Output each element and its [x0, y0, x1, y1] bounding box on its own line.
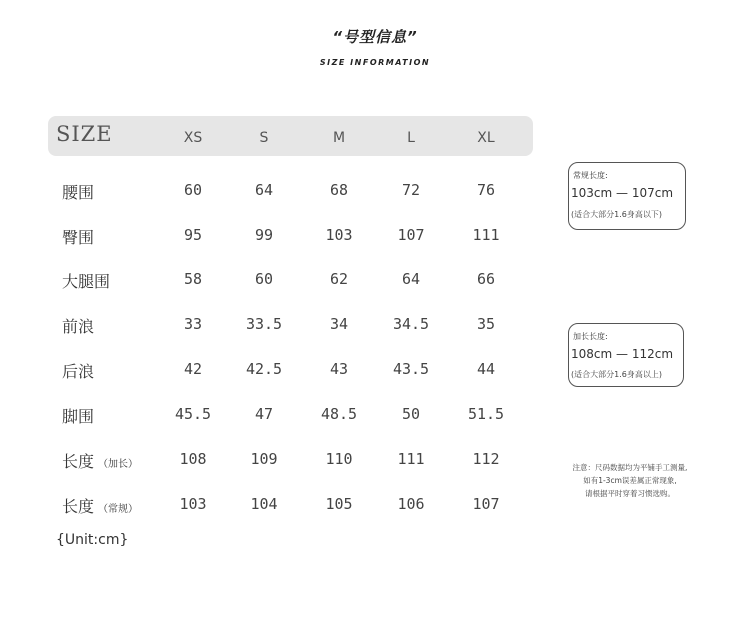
table-cell: 44: [476, 360, 496, 378]
table-cell: 48.5: [320, 405, 358, 423]
row-label: [62, 180, 94, 203]
table-cell: 95: [183, 226, 203, 244]
table-cell: 112: [472, 450, 500, 468]
regular-length-box: [568, 162, 686, 230]
table-cell: 111: [397, 450, 425, 468]
table-cell: 47: [254, 405, 274, 423]
row-label: [62, 449, 138, 472]
table-cell: 110: [325, 450, 353, 468]
size-corner-label: SIZE: [56, 122, 113, 146]
table-cell: 107: [472, 495, 500, 513]
table-cell: 58: [183, 270, 203, 288]
table-cell: 111: [472, 226, 500, 244]
row-label-text: 脚围: [62, 407, 95, 426]
table-cell: 103: [325, 226, 353, 244]
note-line: 注意：尺码数据均为平铺手工测量,: [572, 463, 688, 472]
section-subtitle: SIZE INFORMATION: [319, 58, 431, 67]
table-cell: 104: [250, 495, 278, 513]
section-title: “号型信息”: [332, 28, 418, 46]
table-cell: 68: [329, 181, 349, 199]
table-cell: 33: [183, 315, 203, 333]
box-title: 加长长度:: [573, 332, 608, 341]
table-cell: 76: [476, 181, 496, 199]
row-label-text: 腰围: [62, 183, 95, 202]
column-header-xl: XL: [477, 130, 495, 146]
table-cell: 60: [254, 270, 274, 288]
row-label: [62, 269, 110, 292]
row-label-text: 后浪: [62, 362, 95, 381]
box-value: 103cm — 107cm: [571, 186, 674, 200]
note-line: 如有1-3cm误差属正常现象,: [583, 476, 677, 485]
row-label-text: 长度: [62, 452, 95, 471]
row-label-text: 臀围: [62, 228, 95, 247]
table-cell: 99: [254, 226, 274, 244]
table-cell: 64: [254, 181, 274, 199]
column-header-m: M: [332, 130, 346, 146]
row-label: [62, 404, 94, 427]
row-label-sub: （加长）: [98, 459, 139, 470]
box-note: (适合大部分1.6身高以上): [571, 370, 662, 379]
box-note: (适合大部分1.6身高以下): [571, 210, 662, 219]
measurement-note: [555, 461, 705, 500]
table-cell: 45.5: [174, 405, 212, 423]
table-cell: 60: [183, 181, 203, 199]
column-header-xs: XS: [183, 130, 203, 146]
table-cell: 34: [329, 315, 349, 333]
note-line: 请根据平时穿着习惯选购。: [585, 489, 675, 498]
extended-length-box: [568, 323, 684, 387]
table-cell: 109: [250, 450, 278, 468]
column-header-l: L: [407, 130, 415, 146]
box-value: 108cm — 112cm: [571, 347, 674, 361]
row-label-text: 长度: [62, 497, 95, 516]
row-label: [62, 359, 94, 382]
row-label-text: 前浪: [62, 317, 95, 336]
table-cell: 103: [179, 495, 207, 513]
row-label-text: 大腿围: [62, 272, 111, 291]
table-cell: 42: [183, 360, 203, 378]
table-cell: 64: [401, 270, 421, 288]
table-cell: 106: [397, 495, 425, 513]
unit-label: {Unit:cm}: [56, 532, 129, 548]
row-label: [62, 494, 138, 517]
table-cell: 43: [329, 360, 349, 378]
table-cell: 43.5: [392, 360, 430, 378]
table-cell: 62: [329, 270, 349, 288]
box-title: 常规长度:: [573, 171, 608, 180]
table-cell: 105: [325, 495, 353, 513]
table-cell: 34.5: [392, 315, 430, 333]
table-cell: 33.5: [245, 315, 283, 333]
table-cell: 108: [179, 450, 207, 468]
table-cell: 72: [401, 181, 421, 199]
table-cell: 50: [401, 405, 421, 423]
table-cell: 42.5: [245, 360, 283, 378]
table-cell: 66: [476, 270, 496, 288]
row-label-sub: （常规）: [98, 504, 139, 515]
table-cell: 107: [397, 226, 425, 244]
row-label: [62, 225, 94, 248]
row-label: [62, 314, 94, 337]
table-cell: 35: [476, 315, 496, 333]
table-cell: 51.5: [467, 405, 505, 423]
column-header-s: S: [259, 130, 269, 146]
